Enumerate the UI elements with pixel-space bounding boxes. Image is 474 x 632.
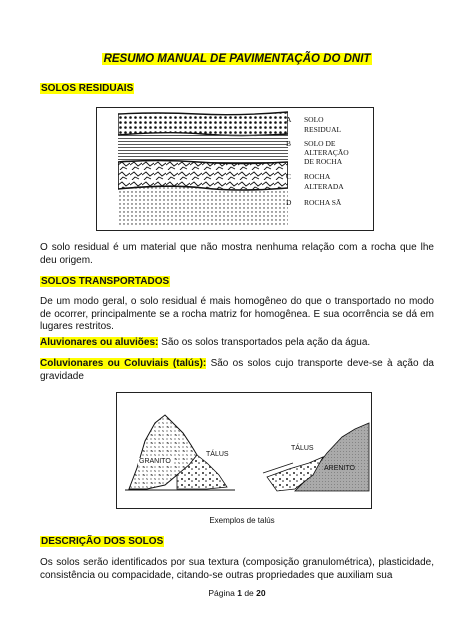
label-arenito: ARENITO [324, 465, 355, 472]
footer-prefix: Página [208, 588, 238, 598]
page-footer [0, 588, 474, 598]
section-heading-transportados: SOLOS TRANSPORTADOS [41, 276, 170, 287]
legend-b-text1: SOLO DE [304, 139, 336, 148]
aluvionares-term: Aluvionares ou aluviões: [40, 337, 159, 348]
label-talus-right: TÁLUS [291, 445, 314, 452]
talus-diagram [117, 393, 371, 508]
aluvionares-paragraph [40, 337, 434, 350]
descricao-paragraph: Os solos serão identificados por sua textura (composição granulométrica), plasticidade, consistência ou compacidade, citando-se outras propriedades que auxiliam sua [40, 557, 434, 581]
label-talus-left: TÁLUS [206, 451, 229, 458]
page-title: RESUMO MANUAL DE PAVIMENTAÇÃO DO DNIT [103, 53, 371, 65]
coluvionares-text: São os solos cujo transporte deve-se à ação da gravidade [40, 358, 434, 382]
transportados-paragraph: De um modo geral, o solo residual é mais homogêneo do que o transportado no modo de ocorrer, principalmente se a rocha matriz for homogênea. E sua ocorrência se dá em lugares restritos. [40, 296, 434, 332]
legend-a-text2: RESIDUAL [304, 125, 342, 134]
coluvionares-paragraph [40, 358, 434, 383]
legend-b-letter: B [286, 139, 292, 148]
legend-b-text2: ALTERAÇÃO [304, 148, 349, 157]
footer-total: 20 [256, 588, 266, 598]
legend-c-letter: C [286, 172, 292, 181]
legend-a-text1: SOLO [304, 115, 324, 124]
legend-a-letter: A [286, 115, 292, 124]
legend-c-text1: ROCHA [304, 172, 331, 181]
aluvionares-text: São os solos transportados pela ação da água. [158, 337, 371, 348]
label-granito: GRANITO [139, 458, 171, 465]
footer-middle: de [241, 588, 257, 598]
legend-b-text3: DE ROCHA [304, 157, 343, 166]
legend-d-letter: D [286, 198, 292, 207]
legend-d-text1: ROCHA SÃ [304, 198, 342, 207]
residuais-paragraph: O solo residual é um material que não mostra nenhuma relação com a rocha que lhe deu origem. [40, 242, 434, 266]
coluvionares-term: Coluvionares ou Coluviais (talús): [40, 358, 207, 369]
footer-page: 1 [237, 588, 242, 598]
section-heading-descricao: DESCRIÇÃO DOS SOLOS [41, 536, 164, 547]
figure-caption: Exemplos de talús [209, 516, 275, 525]
legend-c-text2: ALTERADA [304, 182, 344, 191]
section-heading-residuais: SOLOS RESIDUAIS [41, 83, 134, 94]
soil-profile-diagram [118, 110, 288, 228]
